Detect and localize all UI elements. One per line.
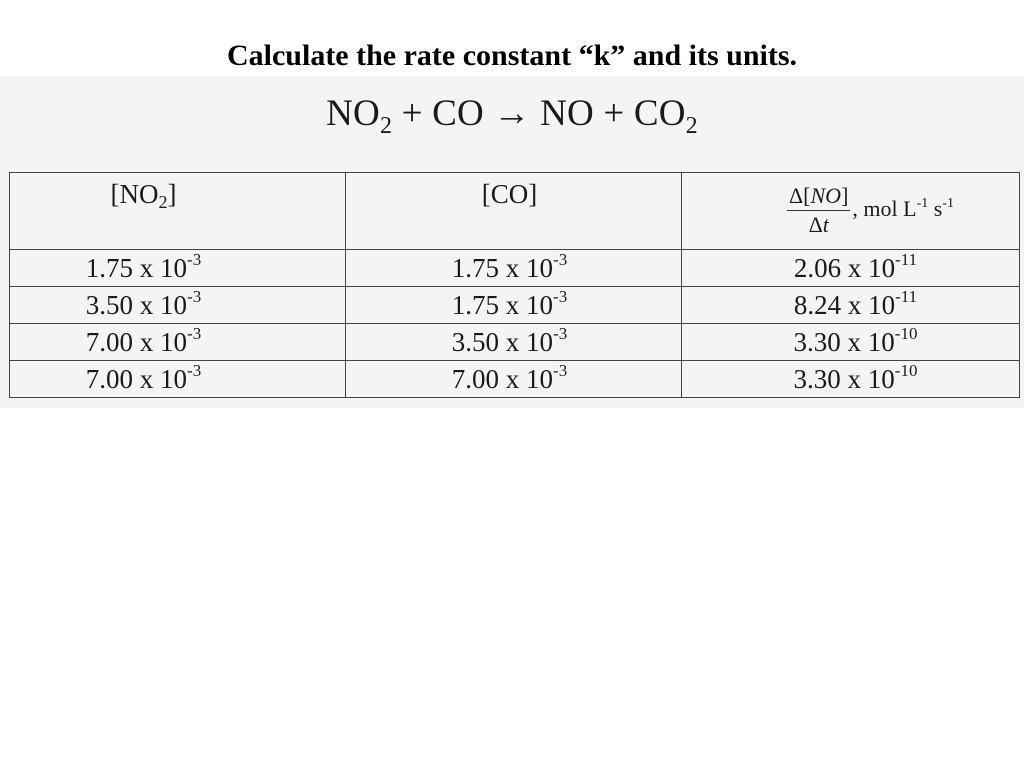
- cell-no2: 7.00 x $10^{-3}$: [10, 361, 346, 398]
- products: NO + $CO_2$: [540, 93, 698, 139]
- cell-co: 1.75 x $10^{-3}$: [346, 287, 682, 324]
- reactant-no2: $NO_2$: [326, 93, 393, 139]
- cell-no2: 1.75 x $10^{-3}$: [10, 250, 346, 287]
- cell-rate: 2.06 x $10^{-11}$: [682, 250, 1020, 287]
- cell-no2: 3.50 x $10^{-3}$: [10, 287, 346, 324]
- cell-rate: 8.24 x $10^{-11}$: [682, 287, 1020, 324]
- cell-rate: 3.30 x $10^{-10}$: [682, 361, 1020, 398]
- reaction-equation: [0, 92, 1024, 139]
- header-rate: [682, 173, 1020, 250]
- cell-co: 3.50 x $10^{-3}$: [346, 324, 682, 361]
- rate-units: , mol $L^{-1}$ $s^{-1}$: [852, 195, 954, 221]
- reactant-co: + CO: [401, 93, 484, 134]
- slide-title: Calculate the rate constant “k” and its units.: [226, 39, 797, 72]
- reaction-arrow: →: [493, 93, 531, 134]
- table-row: [10, 324, 1020, 361]
- rate-fraction: $\frac{\Delta[NO]}{\Delta t}$: [789, 183, 849, 237]
- rate-data-table: [9, 172, 1020, 398]
- header-co-concentration: [CO]: [346, 173, 682, 250]
- table-row: [10, 250, 1020, 287]
- cell-rate: 3.30 x $10^{-10}$: [682, 324, 1020, 361]
- table-header-row: [10, 173, 1020, 250]
- table-row: [10, 361, 1020, 398]
- header-no2-concentration: $[NO_2]$: [10, 173, 346, 250]
- table-row: [10, 287, 1020, 324]
- cell-co: 7.00 x $10^{-3}$: [346, 361, 682, 398]
- cell-no2: 7.00 x $10^{-3}$: [10, 324, 346, 361]
- cell-co: 1.75 x $10^{-3}$: [346, 250, 682, 287]
